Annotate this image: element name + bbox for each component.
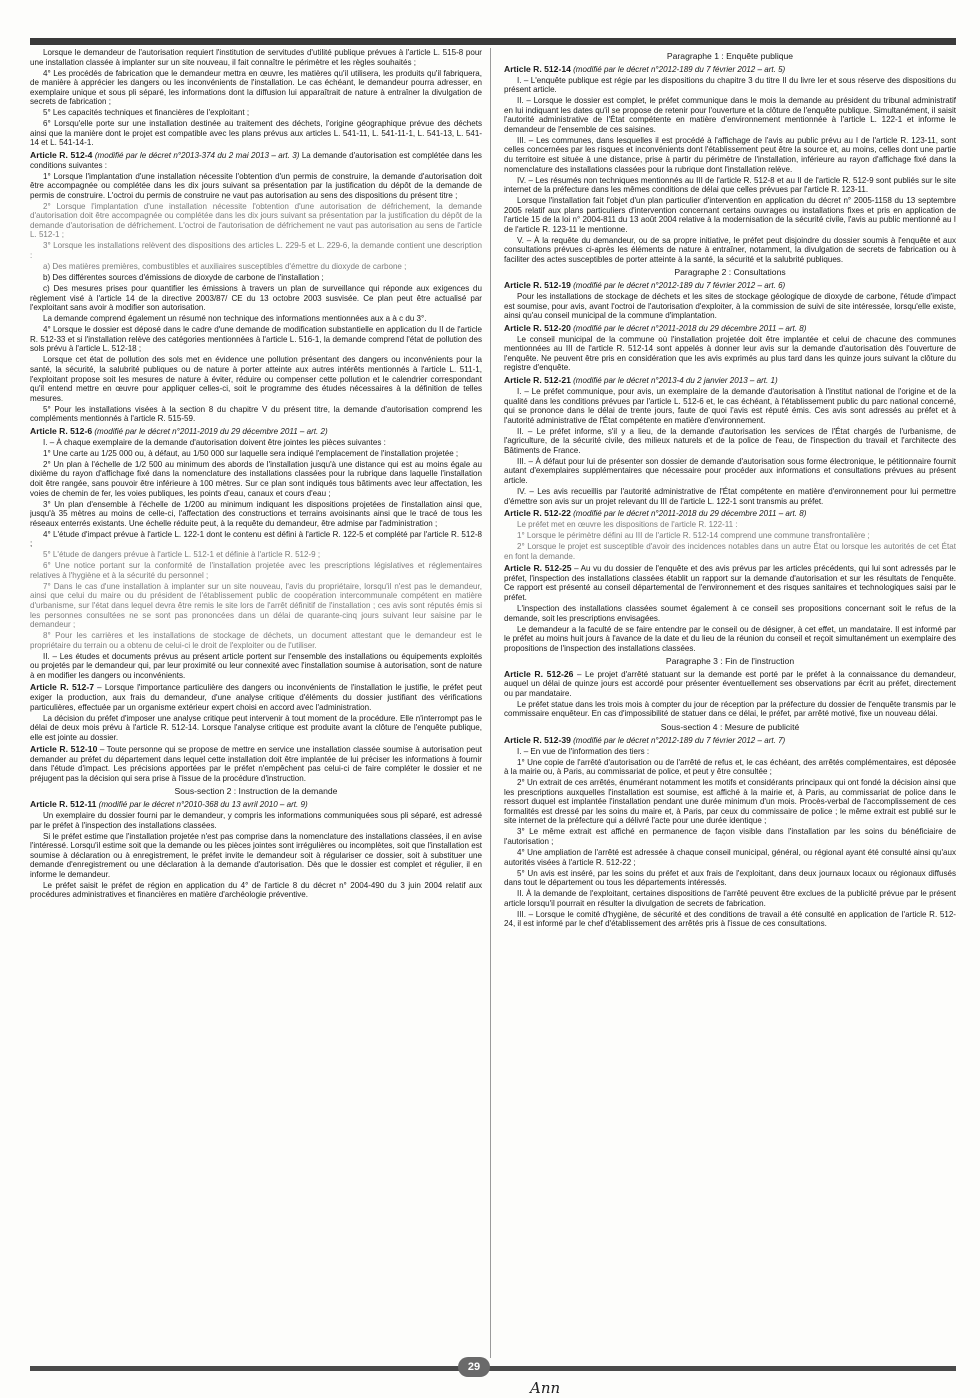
article-title: Article R. 512-25 [504,563,572,574]
article-title: Article R. 512-14 [504,63,571,74]
body-paragraph: IV. – Les résumés non techniques mentionnés au III de l'article R. 512-8 et au II de l'article R. 512-9 sont publiés sur le site internet de la préfecture dans les mêmes conditions de délai que celles prévues par l'article R. 123-11. [504,175,956,195]
article-body: – Le projet d'arrêté statuant sur la demande est porté par le préfet à la connaissance du demandeur, auquel un délai de quinze jours est accordé pour présenter éventuellement ses observations par écrit au préfet, directement ou par mandataire. [504,669,956,698]
body-paragraph: Un exemplaire du dossier fourni par le demandeur, y compris les informations communiquées sous pli séparé, est adressé par le préfet à l'inspection des installations classées. [30,810,482,830]
body-paragraph: Le préfet met en œuvre les dispositions de l'article R. 122-11 : [517,520,738,530]
article-paragraph [30,683,482,712]
article-title: Article R. 512-19 [504,280,571,291]
article-modification-note: (modifié par le décret n°2013-374 du 2 mai 2013 – art. 3) [94,150,300,160]
body-paragraph: II. À la demande de l'exploitant, certaines dispositions de l'arrêté peuvent être exclues de la publicité prévue par le présent article lorsqu'il pourrait en résulter la divulgation de secrets de fabrication. [504,889,956,908]
document-page [30,48,956,1358]
article-modification-note: (modifié par le décret n°2012-189 du 7 février 2012 – art. 6) [573,281,786,291]
body-paragraph: IV. – Les avis recueillis par l'autorité administrative de l'État compétente en matière d'environnement pour lui permettre d'émettre son avis sur un projet relevant du III de l'article L. 122-1 sont transmis au préfet. [504,486,956,506]
article-body: La demande d'autorisation est complétée dans les conditions suivantes : [30,150,482,170]
article-title: Article R. 512-26 [504,668,574,679]
body-paragraph: 4° Lorsque le dossier est déposé dans le cadre d'une demande de modification substantielle en application du II de l'article R. 512-33 et si l'installation relève des catégories mentionnées à l'article L. 516-1, la demande comprend l'état de pollution des sols prévu à l'article L. 512-18 ; [30,325,482,354]
article-paragraph [30,800,482,810]
article-paragraph [504,281,956,291]
body-paragraph: 1° Lorsque le périmètre défini au III de l'article R. 512-14 comprend une commune transfrontalière ; [517,531,870,541]
body-paragraph: Pour les installations de stockage de déchets et les sites de stockage géologique de dioxyde de carbone, l'étude d'impact est soumise, pour avis, avant l'octroi de l'autorisation d'exploiter, à la commission de suivi de site intéressée, lorsqu'elle existe, ainsi qu'au conseil municipal de la commune d'implantation. [504,292,956,321]
article-paragraph [504,65,956,75]
body-paragraph: 6° Une notice portant sur la conformité de l'installation projetée avec les prescriptions législatives et réglementaires relatives à l'hygiène et à la sécurité du personnel ; [30,561,482,580]
body-paragraph: I. – En vue de l'information des tiers : [517,746,650,756]
article-paragraph [30,427,482,437]
body-paragraph: 2° Lorsque l'implantation d'une installation nécessite l'obtention d'une autorisation de défrichement, la demande d'autorisation doit être accompagnée ou complétée dans les dix jours suivant sa présentation par la justification du dépôt de la demande d'autorisation de défrichement. L'octroi de l'autorisation de défrichement ne vaut pas autorisation au sens de l'article L. 512-1 ; [30,201,482,240]
right-column [500,48,956,1358]
body-paragraph: III. – À défaut pour lui de présenter son dossier de demande d'autorisation sous forme électronique, le pétitionnaire fournit autant d'exemplaires supplémentaires que nécessaire pour procéder aux informations et consultations prévues au présent article. [504,456,956,485]
body-paragraph: 5° Un avis est inséré, par les soins du préfet et aux frais de l'exploitant, dans deux journaux locaux ou régionaux diffusés dans tout le département ou tous les départements intéressés. [504,868,956,888]
article-title: Article R. 512-6 [30,425,93,436]
article-paragraph [504,324,956,334]
body-paragraph: 3° Un plan d'ensemble à l'échelle de 1/200 au minimum indiquant les dispositions projetées de l'installation ainsi que, jusqu'à 35 mètres au moins de celle-ci, l'affectation des constructions et terrains avoisinants ainsi que le tracé de tous les réseaux enterrés existants. Une échelle réduite peut, à la requête du demandeur, être admise par l'administration ; [30,499,482,528]
article-modification-note: (modifié par le décret n°2011-2019 du 29 décembre 2011 – art. 2) [94,426,328,436]
article-modification-note: (modifié par le décret n°2013-4 du 2 janvier 2013 – art. 1) [573,375,778,385]
section-heading: Paragraphe 1 : Enquête publique [666,51,794,61]
article-modification-note: (modifié par le décret n°2011-2018 du 29 décembre 2011 – art. 8) [573,323,807,333]
body-paragraph: Lorsque l'installation fait l'objet d'un plan particulier d'intervention en application du décret n° 2005-1158 du 13 septembre 2005 relatif aux plans particuliers d'intervention concernant certains ouvrages ou installations fixes et pris en application de l'article 15 de la loi n° 2004-811 du 13 août 2004 relative à la modernisation de la sécurité civile, l'avis au public mentionné au I de l'article R. 123-11 le mentionne. [504,196,956,234]
article-title: Article R. 512-21 [504,374,571,385]
article-title: Article R. 512-4 [30,149,93,160]
article-modification-note: (modifié par le décret n°2012-189 du 7 février 2012 – art. 5) [573,64,786,74]
body-paragraph: La décision du préfet d'imposer une analyse critique peut intervenir à tout moment de la procédure. Elle n'interrompt pas le délai de deux mois prévu à l'article R. 512-14. Lorsque l'analyse critique est produite avant la clôture de l'enquête publique, elle est jointe au dossier. [30,713,482,742]
article-title: Article R. 512-39 [504,734,571,745]
body-paragraph: 6° Lorsqu'elle porte sur une installation destinée au traitement des déchets, l'origine géographique prévue des déchets ainsi que la manière dont le projet est compatible avec les plans prévus aux articles L. 541-11, L. 541-11-1, L. 541-13, L. 541-14 et L. 541-14-1. [30,119,482,148]
body-paragraph: II. – Le préfet informe, s'il y a lieu, de la demande d'autorisation les services de l'État chargés de l'urbanisme, de l'agriculture, de la sécurité civile, des milieux naturels et de la police de l'eau, de l'inspection du travail et l'architecte des Bâtiments de France. [504,426,956,455]
body-paragraph: III. – Lorsque le comité d'hygiène, de sécurité et des conditions de travail a été consulté en application de l'article R. 512-24, il est informé par le chef d'établissement des arrêtés pris à l'issue de ces consultations. [504,909,956,929]
body-paragraph: Lorsque le demandeur de l'autorisation requiert l'institution de servitudes d'utilité publique prévues à l'article L. 515-8 pour une installation classée à implanter sur un site nouveau, il fait connaître le périmètre et les règles souhaités ; [30,48,482,67]
section-heading: Paragraphe 3 : Fin de l'instruction [665,656,795,667]
body-paragraph: 3° Le même extrait est affiché en permanence de façon visible dans l'installation par les soins du bénéficiaire de l'autorisation ; [504,827,956,847]
body-paragraph: Si le préfet estime que l'installation projetée n'est pas comprise dans la nomenclature des installations classées, il en avise l'intéressé. Lorsqu'il estime soit que la demande ou les pièces jointes sont irrégulières ou incomplètes, soit que l'installation est soumise à déclaration ou à enregistrement, le préfet invite le demandeur soit à régulariser ce dossier, soit à substituer une demande d'enregistrement ou une déclaration à la demande d'autorisation. Dès que le dossier est complet et régulier, il en informe le demandeur. [30,831,482,879]
article-body: – Toute personne qui se propose de mettre en service une installation classée soumise à autorisation peut demander au préfet du département dans lequel cette installation doit être implantée de lui préciser les informations à fournir dans l'étude d'impact. Les précisions apportées par le préfet n'empêchent pas celui-ci de faire compléter le dossier et ne préjugent pas la décision qui sera prise à l'issue de la procédure d'instruction. [30,745,482,783]
article-title: Article R. 512-10 [30,744,98,755]
body-paragraph: 1° Une copie de l'arrêté d'autorisation ou de l'arrêté de refus et, le cas échéant, des arrêtés complémentaires, est déposée à la mairie ou, à Paris, au commissariat de police, et peut y être consultée ; [504,757,956,777]
body-paragraph: b) Des différentes sources d'émissions de dioxyde de carbone de l'installation ; [43,273,324,283]
body-paragraph: I. – À chaque exemplaire de la demande d'autorisation doivent être jointes les pièces suivantes : [43,437,386,447]
page-number: 29 [458,1357,490,1377]
left-column [30,48,491,1358]
body-paragraph: 4° Les procédés de fabrication que le demandeur mettra en œuvre, les matières qu'il utilisera, les produits qu'il fabriquera, de manière à apprécier les dangers ou les inconvénients de l'installation. Le cas échéant, le demandeur pourra adresser, en exemplaire unique et sous pli séparé, les informations dont la diffusion lui apparaîtrait de nature à entraîner la divulgation de secrets de fabrication ; [30,68,482,107]
article-body: – Lorsque l'importance particulière des dangers ou inconvénients de l'installation le justifie, le préfet peut exiger la production, aux frais du demandeur, d'une analyse critique d'éléments du dossier justifiant des vérifications particulières, effectuée par un organisme extérieur expert choisi en accord avec l'administration. [30,683,482,712]
handwritten-initials: Ann [530,1379,561,1397]
article-modification-note: (modifié par le décret n°2012-189 du 7 février 2012 – art. 7) [573,735,786,745]
article-paragraph [504,670,956,699]
body-paragraph: Le préfet saisit le préfet de région en application du 4° de l'article 8 du décret n° 2004-490 du 3 juin 2004 relatif aux procédures administratives et financières en matière d'archéologie préventive. [30,880,482,900]
body-paragraph: 7° Dans le cas d'une installation à implanter sur un site nouveau, l'avis du propriétaire, lorsqu'il n'est pas le demandeur, ainsi que celui du maire ou du président de l'établissement public de coopération intercommunale compétent en matière d'urbanisme, sur l'état dans lequel devra être remis le site lors de l'arrêt définitif de l'installation ; ces avis sont réputés émis si les personnes consultées ne se sont pas prononcées dans un délai de quarante-cinq jours suivant leur saisine par le demandeur ; [30,581,482,630]
article-body: – Au vu du dossier de l'enquête et des avis prévus par les articles précédents, qui lui sont adressés par le préfet, l'inspection des installations classées établit un rapport sur la demande d'autorisation et sur les résultats de l'enquête. Ce rapport est présenté au conseil départemental de l'environnement et des risques sanitaires et technologiques saisi par le préfet. [504,564,956,602]
section-heading: Sous-section 4 : Mesure de publicité [660,722,800,732]
body-paragraph: a) Des matières premières, combustibles et auxiliaires susceptibles d'émettre du dioxyde de carbone ; [43,261,407,271]
body-paragraph: 3° Lorsque les installations relèvent des dispositions des articles L. 229-5 et L. 229-6, la demande contient une description : [30,241,482,260]
article-title: Article R. 512-11 [30,798,97,809]
article-paragraph [30,745,482,783]
article-paragraph [504,376,956,386]
body-paragraph: II. – Lorsque le dossier est complet, le préfet communique dans le mois la demande au président du tribunal administratif en lui indiquant les dates qu'il se propose de retenir pour l'ouverture et la clôture de l'enquête publique. Simultanément, il saisit l'autorité administrative de l'État compétente en matière d'environnement mentionnée à l'article L. 122-1 et informe le demandeur de l'ensemble de ces saisines. [504,96,956,134]
footer-rule [30,1366,956,1371]
body-paragraph: 5° Pour les installations visées à la section 8 du chapitre V du présent titre, la demande d'autorisation comprend les compléments mentionnés à l'article R. 515-59. [30,404,482,424]
section-heading: Paragraphe 2 : Consultations [674,267,786,278]
article-paragraph [504,564,956,602]
section-heading: Sous-section 2 : Instruction de la demande [174,786,338,797]
body-paragraph: 4° Une ampliation de l'arrêté est adressée à chaque conseil municipal, général, ou régional ayant été consulté ainsi qu'aux autorités visées à l'article R. 512-22 ; [504,848,956,867]
body-paragraph: 1° Une carte au 1/25 000 ou, à défaut, au 1/50 000 sur laquelle sera indiqué l'emplacement de l'installation projetée ; [43,448,459,458]
body-paragraph: III. – Les communes, dans lesquelles il est procédé à l'affichage de l'avis au public prévu au I de l'article R. 123-11, sont celles concernées par les risques et inconvénients dont l'établissement peut être la source et, au moins, celles dont une partie du territoire est située à une distance, prise à partir du périmètre de l'installation, inférieure au rayon d'affichage fixé dans la nomenclature des installations classées pour la rubrique dont l'installation relève. [504,135,956,174]
body-paragraph: Lorsque cet état de pollution des sols met en évidence une pollution présentant des dangers ou inconvénients pour la santé, la sécurité, la salubrité publiques ou de nature à porter atteinte aux autres intérêts mentionnés à l'article L. 511-1, l'exploitant propose soit les mesures de nature à éviter, réduire ou compenser cette pollution et le calendrier correspondant qu'il entend mettre en œuvre pour appliquer celles-ci, soit le programme des études nécessaires à la définition de telles mesures. [30,355,482,403]
article-title: Article R. 512-7 [30,682,94,693]
body-paragraph: Le préfet statue dans les trois mois à compter du jour de réception par la préfecture du dossier de l'enquête transmis par le commissaire enquêteur. En cas d'impossibilité de statuer dans ce délai, le préfet, par arrêté motivé, fixe un nouveau délai. [504,699,956,719]
body-paragraph: I. – Le préfet communique, pour avis, un exemplaire de la demande d'autorisation à l'institut national de l'origine et de la qualité dans les conditions prévues par l'article L. 512-6 et, le cas échéant, à l'établissement public du parc national concerné, qui se prononce dans le délai de trente jours, faute de quoi l'avis est réputé émis. Ces avis sont adressés au préfet et à l'autorité administrative de l'État compétente en matière d'environnement. [504,387,956,425]
body-paragraph: L'inspection des installations classées soumet également à ce conseil ses propositions concernant soit le refus de la demande, soit les prescriptions envisagées. [504,603,956,623]
header-rule [30,38,956,45]
article-modification-note: (modifié par le décret n°2010-368 du 13 avril 2010 – art. 9) [98,799,308,809]
body-paragraph: La demande comprend également un résumé non technique des informations mentionnées aux a à c du 3°. [43,314,427,324]
body-paragraph: Le demandeur a la faculté de se faire entendre par le conseil ou de désigner, à cet effet, un mandataire. Il est informé par le préfet au moins huit jours à l'avance de la date et du lieu de la réunion du conseil et reçoit simultanément un exemplaire des propositions de l'inspection des installations classées. [504,624,956,653]
body-paragraph: 5° L'étude de dangers prévue à l'article L. 512-1 et définie à l'article R. 512-9 ; [43,550,321,560]
article-title: Article R. 512-20 [504,322,571,333]
article-title: Article R. 512-22 [504,508,571,519]
body-paragraph: I. – L'enquête publique est régie par les dispositions du chapitre 3 du titre II du livre Ier et sous réserve des dispositions du présent article. [504,75,956,95]
article-modification-note: (modifié par le décret n°2011-2018 du 29 décembre 2011 – art. 8) [573,509,807,519]
article-paragraph [504,509,956,519]
article-paragraph [30,151,482,170]
body-paragraph: 2° Un extrait de ces arrêtés, énumérant notamment les motifs et considérants principaux qui ont fondé la décision ainsi que les prescriptions auxquelles l'installation est soumise, est affiché à la mairie et, à Paris, au commissariat de police dans le ressort duquel est implantée l'installation pendant une durée minimum d'un mois. Procès-verbal de l'accomplissement de ces formalités est dressé par les soins du maire et, à Paris, par ceux du commissaire de police ; le même extrait est publié sur le site internet de la préfecture qui a délivré l'acte pour une durée identique ; [504,778,956,826]
body-paragraph: 4° L'étude d'impact prévue à l'article L. 122-1 dont le contenu est défini à l'article R. 122-5 et complété par l'article R. 512-8 ; [30,529,482,549]
body-paragraph: 2° Un plan à l'échelle de 1/2 500 au minimum des abords de l'installation jusqu'à une distance qui est au moins égale au dixième du rayon d'affichage fixé dans la nomenclature des installations classées pour la rubrique dans laquelle l'installation doit être rangée, sans pouvoir être inférieure à 100 mètres. Sur ce plan sont indiqués tous bâtiments avec leur affectation, les voies de chemin de fer, les voies publiques, les points d'eau, canaux et cours d'eau ; [30,459,482,498]
body-paragraph: Le conseil municipal de la commune où l'installation projetée doit être implantée et celui de chacune des communes mentionnées au III de l'article R. 512-14 sont appelés à donner leur avis sur la demande d'autorisation dès l'ouverture de l'enquête. Ne peuvent être pris en considération que les avis exprimés au plus tard dans les quinze jours suivant la clôture du registre d'enquête. [504,334,956,373]
body-paragraph: 1° Lorsque l'implantation d'une installation nécessite l'obtention d'un permis de construire, la demande d'autorisation doit être accompagnée ou complétée dans les dix jours suivant sa présentation par la justification du dépôt de la demande de permis de construire. L'octroi du permis de construire ne vaut pas autorisation au sens des dispositions du présent titre ; [30,171,482,200]
body-paragraph: 8° Pour les carrières et les installations de stockage de déchets, un document attestant que le demandeur est le propriétaire du terrain ou a obtenu de celui-ci le droit de l'exploiter ou de l'utiliser. [30,631,482,650]
body-paragraph: 5° Les capacités techniques et financières de l'exploitant ; [43,108,250,118]
body-paragraph: V. – À la requête du demandeur, ou de sa propre initiative, le préfet peut disjoindre du dossier soumis à l'enquête et aux consultations prévues ci-après les éléments de nature à entraîner, notamment, la divulgation de secrets de fabrication ou à faciliter des actes susceptibles de porter atteinte à la santé, la sécurité et la salubrité publiques. [504,235,956,264]
body-paragraph: 2° Lorsque le projet est susceptible d'avoir des incidences notables dans un autre État ou lorsque les autorités de cet État en font la demande. [504,542,956,561]
body-paragraph: II. – Les études et documents prévus au présent article portent sur l'ensemble des installations ou équipements exploités ou projetés par le demandeur qui, par leur proximité ou leur connexité avec l'installation soumise à autorisation, sont de nature à en modifier les dangers ou inconvénients. [30,651,482,680]
body-paragraph: c) Des mesures prises pour quantifier les émissions à travers un plan de surveillance qui réponde aux exigences du règlement visé à l'article 14 de la directive 2003/87/ CE du 13 octobre 2003 susvisée. Ce plan peut être actualisé par l'exploitant sans avoir à modifier son autorisation. [30,284,482,313]
article-paragraph [504,736,956,746]
